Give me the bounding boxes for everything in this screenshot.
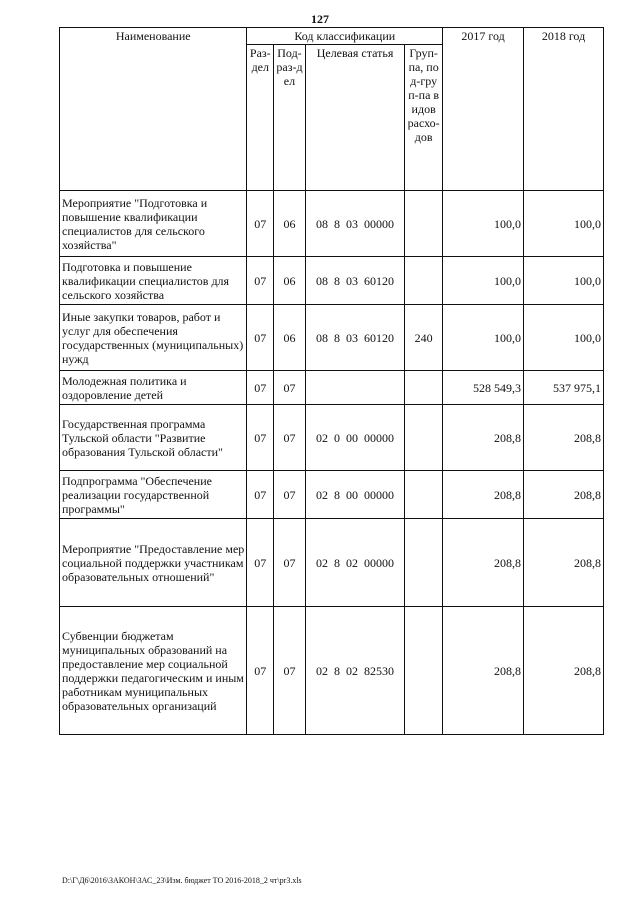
row-name: Мероприятие "Предоставление мер социальной поддержки участникам образовательных отношений" bbox=[60, 519, 247, 607]
header-target: Целевая статья bbox=[305, 45, 404, 191]
row-target: 02 0 00 00000 bbox=[305, 405, 404, 471]
row-2018: 100,0 bbox=[524, 305, 604, 371]
row-name: Субвенции бюджетам муниципальных образований на предоставление мер социальной поддержки педагогическим и иным работникам муниципальных образовательных организаций bbox=[60, 607, 247, 735]
budget-table bbox=[59, 27, 604, 735]
row-name: Иные закупки товаров, работ и услуг для обеспечения государственных (муниципальных) нужд bbox=[60, 305, 247, 371]
row-2017: 528 549,3 bbox=[443, 371, 524, 405]
header-name: Наименование bbox=[60, 28, 247, 191]
row-podrazdel: 07 bbox=[274, 371, 306, 405]
row-name: Государственная программа Тульской области "Развитие образования Тульской области" bbox=[60, 405, 247, 471]
row-podrazdel: 07 bbox=[274, 607, 306, 735]
page-number: 127 bbox=[311, 12, 329, 26]
row-group bbox=[405, 405, 443, 471]
row-2017: 100,0 bbox=[443, 191, 524, 257]
header-podrazdel-text: Под-раз-дел bbox=[276, 46, 303, 88]
row-2018: 208,8 bbox=[524, 471, 604, 519]
row-2018: 537 975,1 bbox=[524, 371, 604, 405]
table-row bbox=[60, 257, 604, 305]
row-razdel: 07 bbox=[247, 471, 274, 519]
row-2017: 208,8 bbox=[443, 471, 524, 519]
table-row bbox=[60, 405, 604, 471]
row-podrazdel: 07 bbox=[274, 519, 306, 607]
row-group bbox=[405, 257, 443, 305]
row-podrazdel: 07 bbox=[274, 471, 306, 519]
row-razdel: 07 bbox=[247, 257, 274, 305]
table-row bbox=[60, 305, 604, 371]
header-group bbox=[405, 45, 443, 191]
row-2018: 208,8 bbox=[524, 519, 604, 607]
row-group bbox=[405, 519, 443, 607]
row-2017: 100,0 bbox=[443, 305, 524, 371]
row-group bbox=[405, 371, 443, 405]
row-name: Подпрограмма "Обеспечение реализации государственной программы" bbox=[60, 471, 247, 519]
row-name: Молодежная политика и оздоровление детей bbox=[60, 371, 247, 405]
row-group bbox=[405, 191, 443, 257]
row-name: Подготовка и повышение квалификации специалистов для сельского хозяйства bbox=[60, 257, 247, 305]
row-2017: 100,0 bbox=[443, 257, 524, 305]
row-podrazdel: 07 bbox=[274, 405, 306, 471]
row-group bbox=[405, 607, 443, 735]
row-2017: 208,8 bbox=[443, 607, 524, 735]
row-podrazdel: 06 bbox=[274, 191, 306, 257]
table-row bbox=[60, 519, 604, 607]
row-target: 08 8 03 60120 bbox=[305, 305, 404, 371]
header-classification: Код классификации bbox=[247, 28, 443, 45]
table-row bbox=[60, 471, 604, 519]
row-razdel: 07 bbox=[247, 191, 274, 257]
table-header bbox=[60, 28, 604, 191]
row-razdel: 07 bbox=[247, 519, 274, 607]
row-2017: 208,8 bbox=[443, 519, 524, 607]
header-2018: 2018 год bbox=[524, 28, 604, 191]
row-2018: 100,0 bbox=[524, 257, 604, 305]
table-row bbox=[60, 371, 604, 405]
row-podrazdel: 06 bbox=[274, 257, 306, 305]
row-2018: 208,8 bbox=[524, 405, 604, 471]
row-razdel: 07 bbox=[247, 607, 274, 735]
header-group-text: Груп-па, под-груп-па видов расхо-дов bbox=[407, 46, 440, 144]
row-target: 02 8 02 00000 bbox=[305, 519, 404, 607]
row-2018: 100,0 bbox=[524, 191, 604, 257]
row-2018: 208,8 bbox=[524, 607, 604, 735]
row-target: 08 8 03 60120 bbox=[305, 257, 404, 305]
row-razdel: 07 bbox=[247, 305, 274, 371]
row-group: 240 bbox=[405, 305, 443, 371]
row-group bbox=[405, 471, 443, 519]
row-target: 02 8 02 82530 bbox=[305, 607, 404, 735]
row-target: 08 8 03 00000 bbox=[305, 191, 404, 257]
header-razdel bbox=[247, 45, 274, 191]
footer-file-path: D:\Г\Д6\2016\ЗАКОН\ЗАС_23\Изм. бюджет ТО 2016-2018_2 чт\pr3.xls bbox=[62, 876, 302, 885]
row-podrazdel: 06 bbox=[274, 305, 306, 371]
row-target: 02 8 00 00000 bbox=[305, 471, 404, 519]
table-row bbox=[60, 607, 604, 735]
row-name: Мероприятие "Подготовка и повышение квалификации специалистов для сельского хозяйства" bbox=[60, 191, 247, 257]
table-body bbox=[60, 191, 604, 735]
row-2017: 208,8 bbox=[443, 405, 524, 471]
header-2017: 2017 год bbox=[443, 28, 524, 191]
header-razdel-text: Раз-дел bbox=[249, 46, 271, 74]
header-podrazdel bbox=[274, 45, 306, 191]
row-target bbox=[305, 371, 404, 405]
table-row bbox=[60, 191, 604, 257]
row-razdel: 07 bbox=[247, 371, 274, 405]
row-razdel: 07 bbox=[247, 405, 274, 471]
